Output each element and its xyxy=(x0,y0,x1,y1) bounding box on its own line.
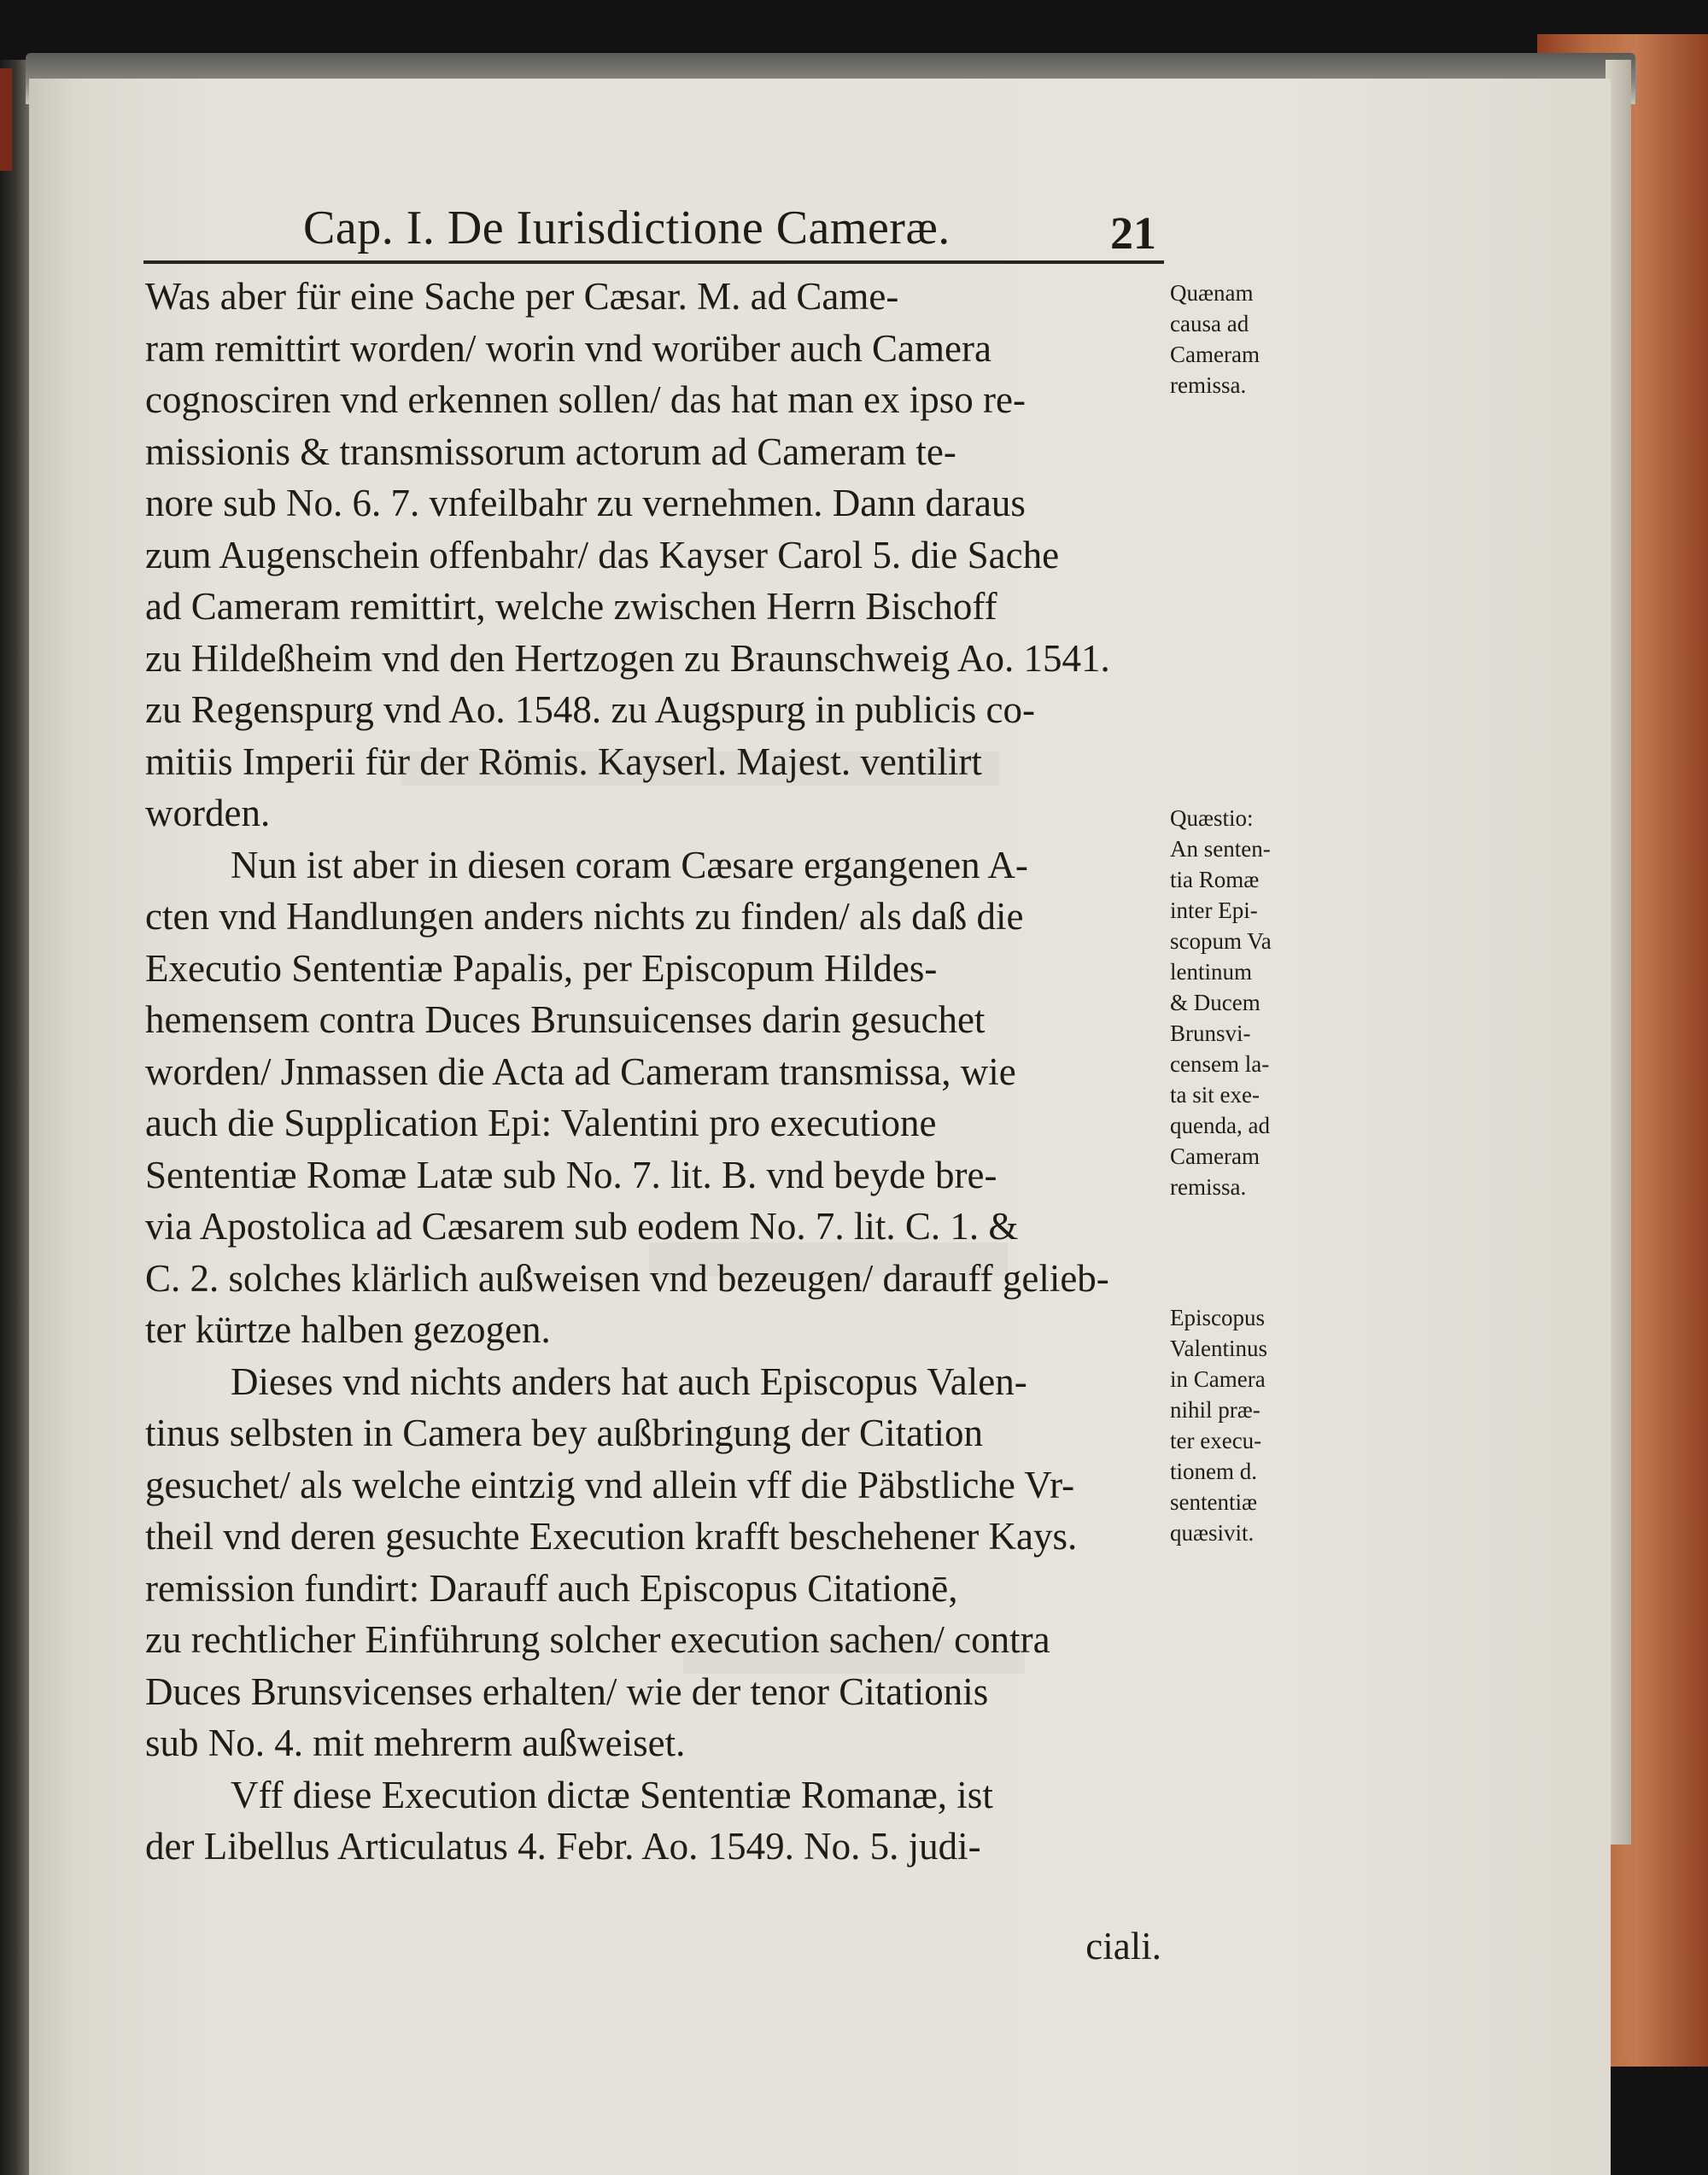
margin-note-line: ter execu- xyxy=(1170,1428,1262,1453)
body-text-line: sub No. 4. mit mehrerm außweiset. xyxy=(145,1722,686,1764)
margin-note-line: causa ad xyxy=(1170,311,1249,336)
body-text-line: worden. xyxy=(145,792,271,834)
margin-note-line: remissa. xyxy=(1170,1174,1247,1200)
margin-note-line: Valentinus xyxy=(1170,1336,1267,1361)
running-head: Cap. I. De Iurisdictione Cameræ. xyxy=(303,202,951,254)
margin-note-line: scopum Va xyxy=(1170,928,1272,954)
body-text-line: Vff diese Execution dictæ Sententiæ Romanæ, ist xyxy=(231,1773,993,1816)
body-text-line: C. 2. solches klärlich außweisen vnd bezeugen/ darauff gelieb- xyxy=(145,1256,1109,1300)
body-text-line: zu rechtlicher Einführung solcher execution sachen/ contra xyxy=(145,1618,1050,1661)
margin-note-line: censem la- xyxy=(1170,1051,1270,1077)
margin-note-line: inter Epi- xyxy=(1170,897,1258,923)
margin-note-line: in Camera xyxy=(1170,1366,1266,1392)
body-text-line: Executio Sententiæ Papalis, per Episcopum Hildes- xyxy=(145,946,938,990)
margin-note-line: tionem d. xyxy=(1170,1459,1257,1484)
margin-note-3 xyxy=(1170,1302,1337,1548)
spine-binding-mark xyxy=(0,68,12,171)
margin-note-line: Quænam xyxy=(1170,280,1254,306)
header-rule xyxy=(143,260,1164,264)
body-text-line: ter kürtze halben gezogen. xyxy=(145,1308,551,1351)
body-text-line: Sententiæ Romæ Latæ sub No. 7. lit. B. vnd beyde bre- xyxy=(145,1153,997,1196)
page-number: 21 xyxy=(1110,208,1156,259)
body-text-line: ram remittirt worden/ worin vnd worüber auch Camera xyxy=(145,326,991,370)
margin-note-line: & Ducem xyxy=(1170,990,1261,1015)
margin-note-line: ta sit exe- xyxy=(1170,1082,1260,1108)
body-text-line: auch die Supplication Epi: Valentini pro executione xyxy=(145,1102,937,1144)
margin-note-line: quæsivit. xyxy=(1170,1520,1255,1546)
body-text-line: zum Augenschein offenbahr/ das Kayser Carol 5. die Sache xyxy=(145,533,1060,576)
margin-note-line: Episcopus xyxy=(1170,1305,1265,1330)
margin-note-line: remissa. xyxy=(1170,372,1247,398)
margin-note-line: sententiæ xyxy=(1170,1489,1257,1515)
body-text-line: Was aber für eine Sache per Cæsar. M. ad Came- xyxy=(145,275,899,318)
margin-note-line: nihil præ- xyxy=(1170,1397,1261,1423)
margin-note-line: quenda, ad xyxy=(1170,1113,1270,1138)
margin-note-line: tia Romæ xyxy=(1170,867,1260,892)
body-text-line: zu Hildeßheim vnd den Hertzogen zu Braunschweig Ao. 1541. xyxy=(145,636,1110,680)
body-text-line: Dieses vnd nichts anders hat auch Episcopus Valen- xyxy=(231,1359,1027,1403)
margin-note-line: Cameram xyxy=(1170,1143,1260,1169)
margin-note-1 xyxy=(1170,278,1337,401)
body-text-line: cognosciren vnd erkennen sollen/ das hat man ex ipso re- xyxy=(145,378,1026,421)
body-text-line: via Apostolica ad Cæsarem sub eodem No. 7. lit. C. 1. & xyxy=(145,1205,1019,1248)
margin-note-line: lentinum xyxy=(1170,959,1252,985)
body-text-line: cten vnd Handlungen anders nichts zu finden/ als daß die xyxy=(145,895,1024,938)
body-text-line: worden/ Jnmassen die Acta ad Cameram transmissa, wie xyxy=(145,1049,1016,1093)
body-text-line: theil vnd deren gesuchte Execution krafft beschehener Kays. xyxy=(145,1515,1078,1558)
margin-note-line: Quæstio: xyxy=(1170,805,1254,831)
body-text-line: Duces Brunsvicenses erhalten/ wie der tenor Citationis xyxy=(145,1669,989,1713)
body-text-line: hemensem contra Duces Brunsuicenses darin gesuchet xyxy=(145,998,986,1041)
book-spine-shadow xyxy=(0,60,29,2175)
margin-note-line: An senten- xyxy=(1170,836,1271,862)
catchword: ciali. xyxy=(1085,1925,1161,1967)
body-text-line: Nun ist aber in diesen coram Cæsare ergangenen A- xyxy=(231,843,1028,886)
margin-note-2 xyxy=(1170,803,1337,1202)
body-text-line: gesuchet/ als welche eintzig vnd allein vff die Päbstliche Vr- xyxy=(145,1463,1075,1506)
body-text-line: remission fundirt: Darauff auch Episcopus Citationē, xyxy=(145,1566,958,1610)
body-text-line: zu Regenspurg vnd Ao. 1548. zu Augspurg in publicis co- xyxy=(145,688,1036,731)
body-text-line: ad Cameram remittirt, welche zwischen Herrn Bischoff xyxy=(145,585,997,628)
margin-note-line: Cameram xyxy=(1170,342,1260,367)
body-text-line: missionis & transmissorum actorum ad Cameram te- xyxy=(145,430,956,473)
body-text-line: mitiis Imperii für der Römis. Kayserl. Majest. ventilirt xyxy=(145,740,982,783)
body-text-line: der Libellus Articulatus 4. Febr. Ao. 1549. No. 5. judi- xyxy=(145,1825,981,1868)
margin-note-line: Brunsvi- xyxy=(1170,1020,1251,1046)
body-text-line: tinus selbsten in Camera bey außbringung der Citation xyxy=(145,1412,984,1454)
body-text-line: nore sub No. 6. 7. vnfeilbahr zu vernehmen. Dann daraus xyxy=(145,482,1026,524)
